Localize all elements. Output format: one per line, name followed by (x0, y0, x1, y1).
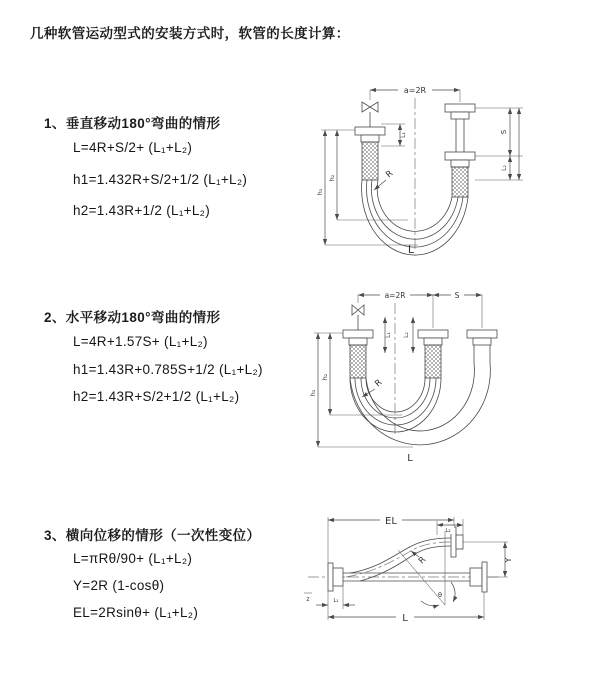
dim-s-l2 (475, 108, 523, 180)
dim-label-el: EL (385, 516, 397, 527)
dim-label-h1: h₁ (316, 188, 324, 196)
dim-label-r: R (373, 377, 385, 390)
radius-leader (362, 378, 384, 397)
formula-line: h2=1.43R+1/2 (L₁+L₂) (73, 203, 211, 218)
section-2-heading: 2、水平移动180°弯曲的情形 (44, 310, 221, 325)
dim-l (328, 591, 484, 624)
dim-top-width (358, 289, 482, 328)
dim-label-r: R (416, 554, 429, 567)
dim-label-h2: h₂ (321, 373, 329, 381)
braided-hose-section (350, 345, 366, 378)
weld-mark-label: z (306, 596, 310, 603)
dim-label-h1: h₁ (309, 389, 317, 397)
diagram-horizontal-180-bend (310, 285, 550, 465)
dim-el (328, 514, 454, 563)
formula-line: L=4R+S/2+ (L₁+L₂) (73, 140, 193, 155)
dim-label-l1: L₁ (385, 332, 392, 338)
dim-label-theta: θ (438, 591, 442, 599)
dim-label-l1: L₁ (333, 598, 339, 604)
section-3-heading: 3、横向位移的情形（一次性变位） (44, 528, 261, 543)
section-1-heading: 1、垂直移动180°弯曲的情形 (44, 116, 221, 131)
dim-label-l2: L₂ (501, 165, 508, 171)
diagram-lateral-displacement (300, 505, 585, 655)
dim-label-l: L (402, 613, 408, 624)
braided-hose-section (452, 167, 468, 197)
left-flange (328, 563, 343, 591)
dim-label-l2: L₂ (403, 332, 410, 338)
radius-leader (411, 551, 428, 566)
dim-label-a2r: a=2R (403, 86, 427, 95)
dim-label-l: L (407, 453, 413, 464)
dim-label-l1: L₁ (400, 132, 407, 138)
formula-line: L=4R+1.57S+ (L₁+L₂) (73, 334, 208, 349)
dim-label-y: Y (504, 557, 513, 563)
dim-label-s: S (500, 129, 508, 135)
hose-s-curve (346, 538, 451, 581)
formula-line: h1=1.43R+0.785S+1/2 (L₁+L₂) (73, 362, 263, 377)
dim-label-h2: h₂ (328, 174, 336, 182)
dim-label-l2: L₂ (445, 528, 451, 534)
hose-u-curves (350, 363, 490, 445)
valve-icon (362, 102, 378, 127)
formula-line: EL=2Rsinθ+ (L₁+L₂) (73, 605, 199, 620)
dim-l2 (437, 519, 463, 535)
formula-line: h1=1.432R+S/2+1/2 (L₁+L₂) (73, 172, 248, 187)
left-flange (355, 127, 385, 142)
middle-flange (418, 330, 448, 345)
dim-l2 (403, 317, 413, 353)
formula-line: Y=2R (1-cosθ) (73, 578, 165, 593)
dim-label-l: L (407, 243, 415, 256)
dim-label-s: S (454, 291, 460, 300)
formula-line: h2=1.43R+S/2+1/2 (L₁+L₂) (73, 389, 240, 404)
valve-icon (352, 305, 364, 330)
right-flanges (445, 104, 475, 167)
weld-mark (304, 593, 312, 603)
braided-hose-section (425, 345, 441, 378)
dim-label-r: R (384, 168, 396, 181)
dim-l1 (316, 586, 355, 609)
diagram-vertical-180-bend (315, 80, 555, 255)
right-flange (467, 330, 497, 363)
page-title: 几种软管运动型式的安装方式时，软管的长度计算： (30, 26, 350, 41)
left-flange (343, 330, 373, 345)
bottom-right-flange (470, 562, 487, 592)
dim-label-a2r: a=2R (384, 291, 406, 300)
formula-line: L=πRθ/90+ (L₁+L₂) (73, 551, 193, 566)
dim-l1 (385, 317, 392, 353)
braided-hose-section (362, 142, 378, 180)
